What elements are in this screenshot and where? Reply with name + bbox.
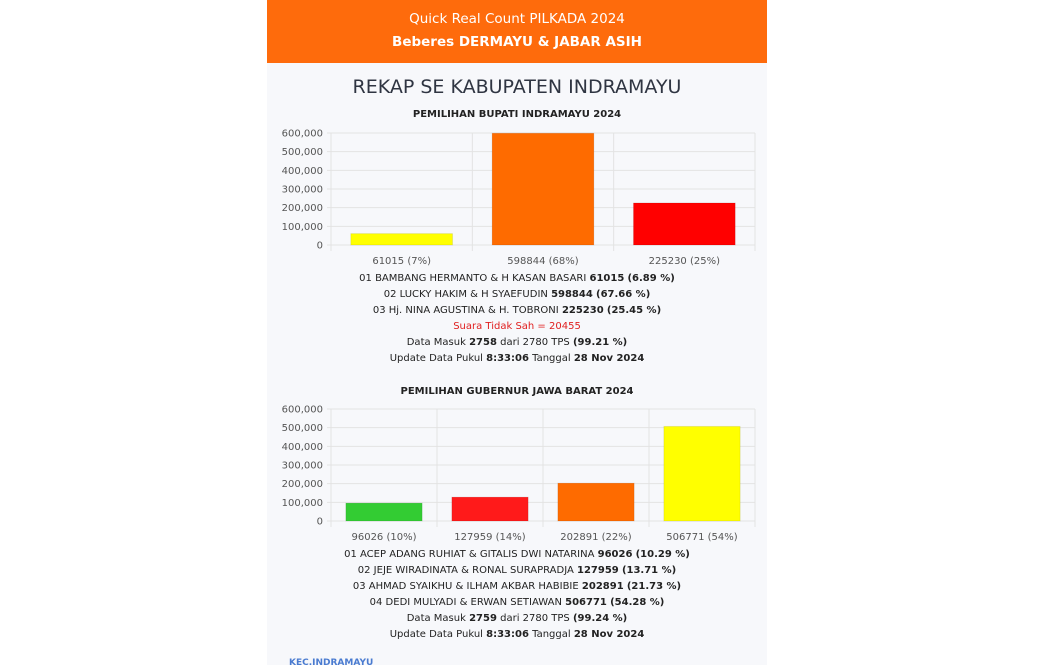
header-title: Quick Real Count PILKADA 2024 — [409, 11, 625, 27]
candidate-votes: 127959 — [577, 565, 619, 576]
y-tick-label: 400,000 — [281, 165, 323, 177]
data-in-total: dari 2780 TPS — [500, 613, 570, 624]
y-tick-label: 600,000 — [281, 404, 323, 416]
update-date: 28 Nov 2024 — [573, 353, 645, 364]
gubernur-update-time — [267, 629, 767, 640]
candidate-votes: 225230 — [561, 305, 604, 316]
bupati-invalid-votes: Suara Tidak Sah = 20455 — [453, 321, 581, 332]
update-time: 8:33:06 — [486, 353, 529, 364]
x-tick-label: 61015 (7%) — [372, 256, 432, 267]
candidate-name: 03 AHMAD SYAIKHU & ILHAM AKBAR HABIBIE — [352, 581, 579, 592]
main-panel — [267, 0, 767, 665]
update-mid: Tanggal — [532, 629, 571, 640]
candidate-pct: (21.73 %) — [626, 581, 682, 592]
data-in-count: 2758 — [469, 337, 497, 348]
bar — [452, 497, 528, 521]
data-in-pct: (99.24 %) — [572, 613, 628, 624]
y-tick-label: 200,000 — [281, 479, 323, 491]
candidate-pct: (10.29 %) — [635, 549, 690, 560]
candidate-votes: 202891 — [581, 581, 624, 592]
gubernur-candidate-1 — [267, 549, 767, 560]
candidate-pct: (6.89 %) — [627, 273, 675, 284]
y-tick-label: 100,000 — [281, 497, 323, 509]
y-tick-label: 200,000 — [281, 203, 323, 215]
y-tick-label: 600,000 — [281, 128, 323, 140]
x-tick-label: 96026 (10%) — [351, 532, 417, 543]
candidate-name: 03 Hj. NINA AGUSTINA & H. TOBRONI — [372, 305, 559, 316]
x-tick-label: 202891 (22%) — [560, 532, 632, 543]
bar — [558, 483, 634, 521]
bar — [664, 426, 740, 521]
gubernur-candidate-2 — [267, 565, 767, 576]
candidate-pct: (25.45 %) — [606, 305, 662, 316]
candidate-name: 04 DEDI MULYADI & ERWAN SETIAWAN — [369, 597, 562, 608]
candidate-pct: (54.28 %) — [610, 597, 665, 608]
candidate-votes: 506771 — [565, 597, 607, 608]
candidate-votes: 61015 — [589, 273, 625, 284]
update-time: 8:33:06 — [486, 629, 529, 640]
data-in-total: dari 2780 TPS — [500, 337, 570, 348]
page-title: REKAP SE KABUPATEN INDRAMAYU — [352, 76, 682, 98]
bar — [346, 503, 422, 521]
candidate-votes: 598844 — [551, 289, 593, 300]
y-tick-label: 300,000 — [281, 184, 323, 196]
y-tick-label: 0 — [316, 240, 323, 252]
data-in-prefix: Data Masuk — [406, 337, 466, 348]
x-tick-label: 127959 (14%) — [454, 532, 526, 543]
header-subtitle: Beberes DERMAYU & JABAR ASIH — [392, 34, 642, 50]
gubernur-chart — [267, 0, 767, 560]
y-tick-label: 300,000 — [281, 460, 323, 472]
data-in-count: 2759 — [469, 613, 497, 624]
update-prefix: Update Data Pukul — [389, 629, 483, 640]
candidate-name: 01 ACEP ADANG RUHIAT & GITALIS DWI NATARINA — [344, 549, 595, 560]
x-tick-label: 225230 (25%) — [648, 256, 721, 267]
candidate-name: 02 LUCKY HAKIM & H SYAEFUDIN — [383, 289, 548, 300]
y-tick-label: 400,000 — [281, 441, 323, 453]
district-link[interactable]: KEC.INDRAMAYU — [289, 658, 374, 665]
data-in-pct: (99.21 %) — [572, 337, 628, 348]
gubernur-candidate-3 — [267, 581, 767, 592]
x-tick-label: 506771 (54%) — [666, 532, 738, 543]
y-tick-label: 0 — [316, 516, 323, 528]
update-mid: Tanggal — [532, 353, 571, 364]
gubernur-candidate-4 — [267, 597, 767, 608]
x-tick-label: 598844 (68%) — [507, 256, 579, 267]
gubernur-chart-title: PEMILIHAN GUBERNUR JAWA BARAT 2024 — [400, 386, 634, 397]
y-tick-label: 100,000 — [281, 221, 323, 233]
data-in-prefix: Data Masuk — [406, 613, 466, 624]
candidate-pct: (13.71 %) — [621, 565, 677, 576]
candidate-name: 02 JEJE WIRADINATA & RONAL SURAPRADJA — [357, 565, 574, 576]
update-prefix: Update Data Pukul — [389, 353, 483, 364]
y-tick-label: 500,000 — [281, 147, 323, 159]
candidate-name: 01 BAMBANG HERMANTO & H KASAN BASARI — [359, 273, 587, 284]
bupati-chart-title: PEMILIHAN BUPATI INDRAMAYU 2024 — [412, 109, 622, 120]
y-tick-label: 500,000 — [281, 423, 323, 435]
candidate-votes: 96026 — [597, 549, 633, 560]
update-date: 28 Nov 2024 — [573, 629, 645, 640]
candidate-pct: (67.66 %) — [596, 289, 651, 300]
gubernur-data-in — [267, 613, 767, 624]
